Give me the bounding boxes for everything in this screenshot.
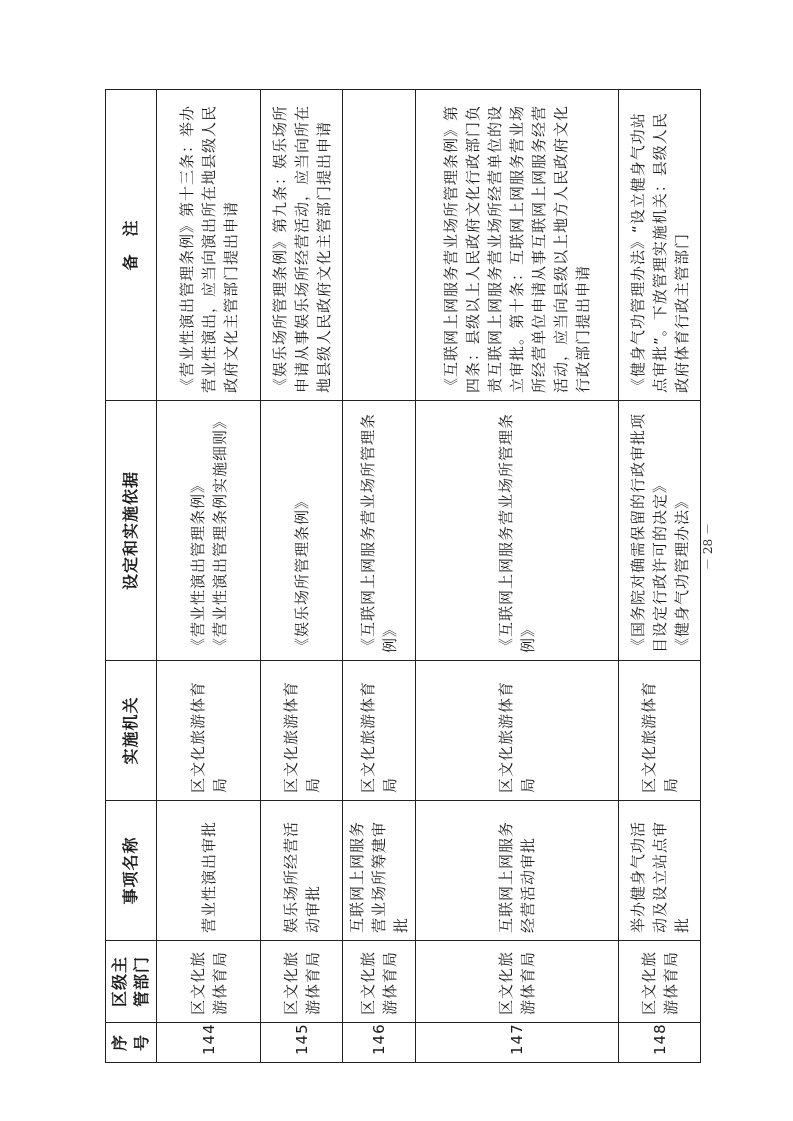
- header-note: 备 注: [106, 90, 157, 401]
- table-row: [343, 90, 416, 1063]
- header-seq: 序号: [106, 1023, 157, 1063]
- header-dept: 区级主管部门: [106, 941, 157, 1023]
- cell-name: 营业性演出审批: [157, 801, 261, 941]
- cell-seq: 144: [157, 1023, 261, 1063]
- cell-org: 区文化旅游体育局: [157, 661, 261, 801]
- cell-dept: 区文化旅游体育局: [416, 941, 619, 1023]
- cell-dept: 区文化旅游体育局: [343, 941, 416, 1023]
- approval-items-table: [105, 90, 691, 1063]
- page-number: － 28 －: [700, 523, 715, 570]
- header-row: [106, 90, 157, 1063]
- table-row: [619, 90, 701, 1063]
- cell-name: 举办健身气功活动及设立站点审批: [619, 801, 701, 941]
- cell-basis: 《营业性演出管理条例》 《营业性演出管理条例实施细则》: [157, 401, 261, 661]
- cell-seq: 148: [619, 1023, 701, 1063]
- cell-note: [343, 90, 416, 401]
- cell-dept: 区文化旅游体育局: [619, 941, 701, 1023]
- cell-org: 区文化旅游体育局: [416, 661, 619, 801]
- cell-note: 《娱乐场所管理条例》第九条：娱乐场所申请从事娱乐场所经营活动，应当向所在地县级人民政府文化主管部门提出申请: [261, 90, 343, 401]
- cell-note: 《营业性演出管理条例》第十三条：举办营业性演出，应当向演出所在地县级人民政府文化主管部门提出申请: [157, 90, 261, 401]
- cell-basis: 《互联网上网服务营业场所管理条例》: [416, 401, 619, 661]
- header-org: 实施机关: [106, 661, 157, 801]
- cell-org: 区文化旅游体育局: [343, 661, 416, 801]
- header-name: 事项名称: [106, 801, 157, 941]
- cell-org: 区文化旅游体育局: [619, 661, 701, 801]
- cell-seq: 147: [416, 1023, 619, 1063]
- cell-basis: 《国务院对确需保留的行政审批项目设定行政许可的决定》 《健身气功管理办法》: [619, 401, 701, 661]
- cell-dept: 区文化旅游体育局: [261, 941, 343, 1023]
- cell-name: 互联网上网服务经营活动审批: [416, 801, 619, 941]
- cell-basis: 《娱乐场所管理条例》: [261, 401, 343, 661]
- header-basis: 设定和实施依据: [106, 401, 157, 661]
- cell-dept: 区文化旅游体育局: [157, 941, 261, 1023]
- cell-name: 娱乐场所经营活动审批: [261, 801, 343, 941]
- cell-note: 《健身气功管理办法》“设立健身气功站点审批”。下放管理实施机关：县级人民政府体育行政主管部门: [619, 90, 701, 401]
- cell-seq: 146: [343, 1023, 416, 1063]
- table-row: [261, 90, 343, 1063]
- cell-org: 区文化旅游体育局: [261, 661, 343, 801]
- table-row: [416, 90, 619, 1063]
- cell-note: 《互联网上网服务营业场所管理条例》第四条：县级以上人民政府文化行政部门负责互联网上网服务营业场所经营单位的设立审批。第十条：互联网上网服务营业场所经营单位申请从事互联网上网服务经营活动，应当向县级以上地方人民政府文化行政部门提出申请: [416, 90, 619, 401]
- cell-basis: 《互联网上网服务营业场所管理条例》: [343, 401, 416, 661]
- items-table: [105, 89, 701, 1063]
- cell-seq: 145: [261, 1023, 343, 1063]
- table-row: [157, 90, 261, 1063]
- cell-name: 互联网上网服务营业场所筹建审批: [343, 801, 416, 941]
